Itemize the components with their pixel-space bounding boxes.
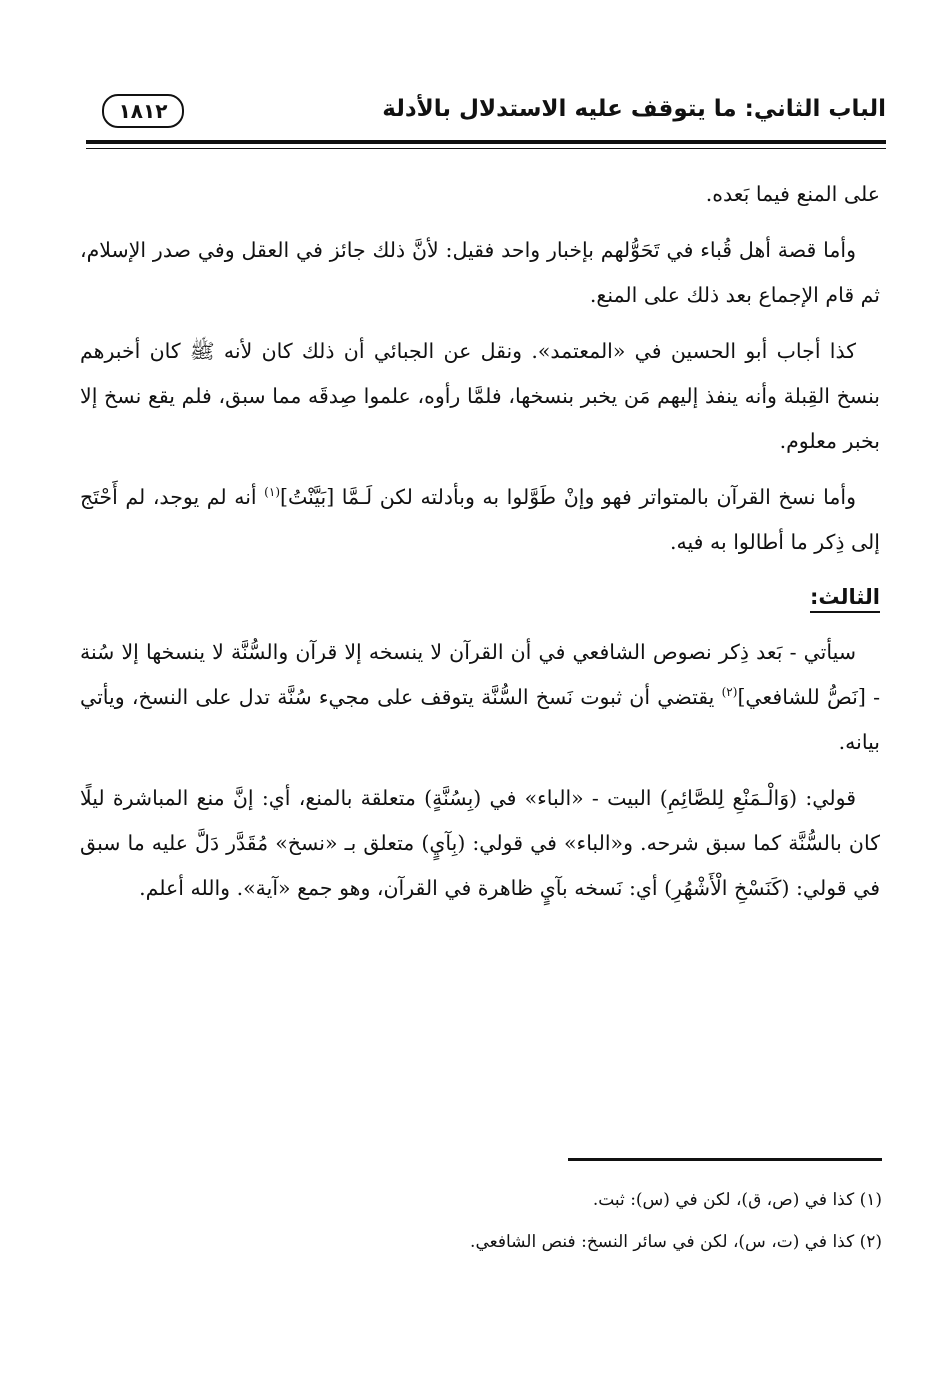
section-heading-text: الثالث: <box>810 585 880 613</box>
footnote-ref: (١) <box>264 485 280 500</box>
paragraph: على المنع فيما بَعده. <box>705 182 880 206</box>
paragraph: وأما قصة أهل قُباء في تَحَوُّلهم بإخبار واحد فقيل: لأنَّ ذلك جائز في العقل وفي صدر الإسلام، ثم قام الإجماع بعد ذلك على المنع. <box>80 238 880 307</box>
paragraph <box>80 630 880 765</box>
footnotes <box>82 1184 882 1268</box>
footnote: (١) كذا في (ص، ق)، لكن في (س): ثبت. <box>592 1190 882 1210</box>
paragraph-text: يقتضي أن ثبوت نَسخ السُّنَّة يتوقف على مجيء سُنَّة تدل على النسخ، ويأتي بيانه. <box>80 685 880 754</box>
footnote: (٢) كذا في (ت، س)، لكن في سائر النسخ: فنص الشافعي. <box>470 1232 882 1252</box>
main-text <box>80 172 880 922</box>
chapter-title: الباب الثاني: ما يتوقف عليه الاستدلال بالأدلة <box>382 96 886 122</box>
header-rule-thin <box>86 148 886 149</box>
paragraph-text: أنه لم يوجد، لم أَحْتَج إلى ذِكر ما أطالوا به فيه. <box>80 485 880 554</box>
paragraph: قولي: (وَالْـمَنْعِ لِلصَّائِمِ) البيت - «الباء» في (بِسُنَّةٍ) متعلقة بالمنع، أي: إنَّ منع المباشرة ليلًا كان بالسُّنَّة كما سبق شرحه. و«الباء» في قولي: (بِآيٍ) متعلق بـ «نسخ» مُقَدَّر دَلَّ عليه ما سبق في قولي: (كَنَسْخِ الْأَشْهُرِ) أي: نَسخه بآيٍ ظاهرة في القرآن، وهو جمع «آية». والله أعلم. <box>80 786 880 900</box>
footnote-separator <box>568 1158 882 1161</box>
paragraph <box>80 475 880 565</box>
section-heading <box>80 576 880 618</box>
footnote-ref: (٢) <box>721 685 738 700</box>
paragraph-text: سيأتي - بَعد ذِكر نصوص الشافعي في أن القرآن لا ينسخه إلا قرآن والسُّنَّة لا ينسخها إلا سُنة - [نَصُّ للشافعي] <box>80 640 880 709</box>
page-number: ١٨١٢ <box>102 94 184 128</box>
paragraph-text: وأما نسخ القرآن بالمتواتر فهو وإنْ طَوَّلوا به وبأدلته لكن لَـمَّا [بَيَّنْتُ] <box>280 485 857 509</box>
paragraph: كذا أجاب أبو الحسين في «المعتمد». ونقل عن الجبائي أن ذلك كان لأنه ﷺ كان أخبرهم بنسخ القِبلة وأنه ينفذ إليهم مَن يخبر بنسخها، فلمَّا رأوه، علموا صِدقَه مما سبق، فلم يقع نسخ إلا بخبر معلوم. <box>80 339 880 453</box>
header-rule-thick <box>86 140 886 144</box>
running-header <box>86 92 886 136</box>
